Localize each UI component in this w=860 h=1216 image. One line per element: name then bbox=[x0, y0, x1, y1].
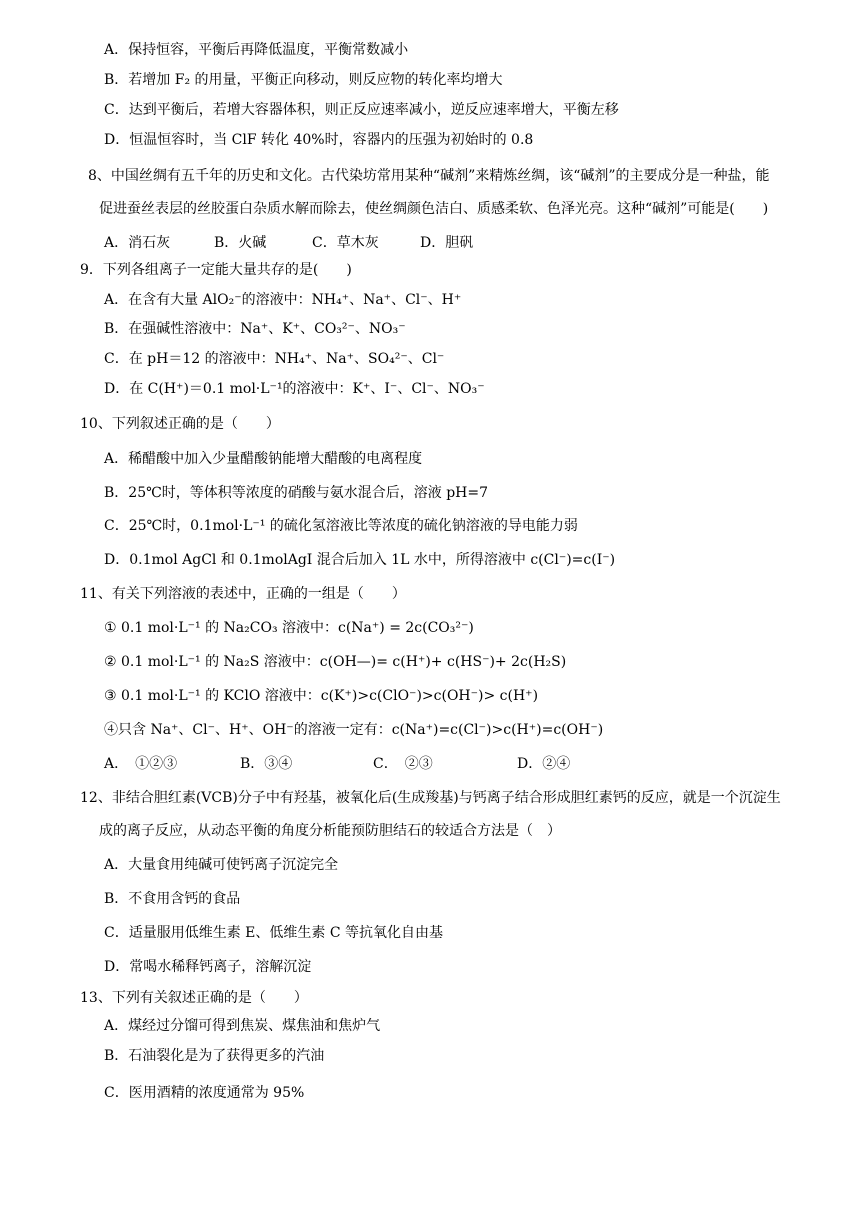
statement-11-4: ④只含 Na⁺、Cl⁻、H⁺、OH⁻的溶液一定有：c(Na⁺)=c(Cl⁻)>c(H⁺)=c(OH⁻) bbox=[104, 722, 604, 738]
option-11b: B．③④ bbox=[240, 756, 293, 772]
option-9d: D．在 C(H⁺)＝0.1 mol·L⁻¹的溶液中：K⁺、I⁻、Cl⁻、NO₃⁻ bbox=[104, 381, 485, 397]
option-11c: C． ②③ bbox=[373, 756, 433, 772]
question-9-stem: 9．下列各组离子一定能大量共存的是( ) bbox=[80, 262, 352, 278]
option-9b: B．在强碱性溶液中：Na⁺、K⁺、CO₃²⁻、NO₃⁻ bbox=[104, 321, 406, 337]
option-13a: A．煤经过分馏可得到焦炭、煤焦油和焦炉气 bbox=[104, 1018, 381, 1034]
option-7d: D．恒温恒容时，当 ClF 转化 40%时，容器内的压强为初始时的 0.8 bbox=[104, 132, 534, 148]
question-8-stem: 8、中国丝绸有五千年的历史和文化。古代染坊常用某种“碱剂”来精炼丝绸，该“碱剂”的主要成分是一种盐，能 bbox=[88, 168, 770, 184]
option-10c: C．25℃时，0.1mol·L⁻¹ 的硫化氢溶液比等浓度的硫化钠溶液的导电能力弱 bbox=[104, 518, 578, 534]
option-9c: C．在 pH＝12 的溶液中：NH₄⁺、Na⁺、SO₄²⁻、Cl⁻ bbox=[104, 351, 445, 367]
statement-11-3: ③ 0.1 mol·L⁻¹ 的 KClO 溶液中：c(K⁺)>c(ClO⁻)>c(OH⁻)> c(H⁺) bbox=[104, 688, 539, 704]
option-8c: C．草木灰 bbox=[312, 235, 379, 251]
option-10d: D．0.1mol AgCl 和 0.1molAgI 混合后加入 1L 水中，所得溶液中 c(Cl⁻)=c(I⁻) bbox=[104, 552, 616, 568]
option-8d: D．胆矾 bbox=[420, 235, 474, 251]
question-11-options bbox=[104, 754, 570, 774]
option-7b: B．若增加 F₂ 的用量，平衡正向移动，则反应物的转化率均增大 bbox=[104, 72, 503, 88]
option-8a: A．消石灰 bbox=[104, 235, 171, 251]
option-12b: B．不食用含钙的食品 bbox=[104, 891, 241, 907]
question-8-stem-cont: 促进蚕丝表层的丝胶蛋白杂质水解而除去，使丝绸颜色洁白、质感柔软、色泽光亮。这种“碱剂”可能是( ) bbox=[99, 201, 769, 217]
option-8b: B．火碱 bbox=[214, 235, 267, 251]
question-12-stem: 12、非结合胆红素(VCB)分子中有羟基，被氧化后(生成羧基)与钙离子结合形成胆红素钙的反应，就是一个沉淀生 bbox=[80, 790, 781, 806]
option-11a: A． ①②③ bbox=[104, 756, 178, 772]
option-10b: B．25℃时，等体积等浓度的硝酸与氨水混合后，溶液 pH=7 bbox=[104, 485, 489, 501]
option-11d: D．②④ bbox=[517, 756, 571, 772]
question-10-stem: 10、下列叙述正确的是（ ） bbox=[80, 416, 280, 432]
question-8-options bbox=[104, 233, 473, 253]
option-13b: B．石油裂化是为了获得更多的汽油 bbox=[104, 1048, 325, 1064]
statement-11-1: ① 0.1 mol·L⁻¹ 的 Na₂CO₃ 溶液中：c(Na⁺) = 2c(CO₃²⁻) bbox=[104, 620, 474, 636]
question-13-stem: 13、下列有关叙述正确的是（ ） bbox=[80, 990, 308, 1006]
question-12-stem-cont: 成的离子反应，从动态平衡的角度分析能预防胆结石的较适合方法是（ ） bbox=[99, 823, 561, 839]
option-12a: A．大量食用纯碱可使钙离子沉淀完全 bbox=[104, 857, 339, 873]
option-13c: C．医用酒精的浓度通常为 95% bbox=[104, 1085, 305, 1101]
option-10a: A．稀醋酸中加入少量醋酸钠能增大醋酸的电离程度 bbox=[104, 451, 423, 467]
option-7c: C．达到平衡后，若增大容器体积，则正反应速率减小，逆反应速率增大，平衡左移 bbox=[104, 102, 619, 118]
question-11-stem: 11、有关下列溶液的表述中，正确的一组是（ ） bbox=[80, 586, 406, 602]
option-12d: D．常喝水稀释钙离子，溶解沉淀 bbox=[104, 959, 312, 975]
option-12c: C．适量服用低维生素 E、低维生素 C 等抗氧化自由基 bbox=[104, 925, 443, 941]
option-7a: A．保持恒容，平衡后再降低温度，平衡常数减小 bbox=[104, 42, 409, 58]
statement-11-2: ② 0.1 mol·L⁻¹ 的 Na₂S 溶液中：c(OH—)= c(H⁺)+ c(HS⁻)+ 2c(H₂S) bbox=[104, 654, 567, 670]
option-9a: A．在含有大量 AlO₂⁻的溶液中：NH₄⁺、Na⁺、Cl⁻、H⁺ bbox=[104, 292, 462, 308]
